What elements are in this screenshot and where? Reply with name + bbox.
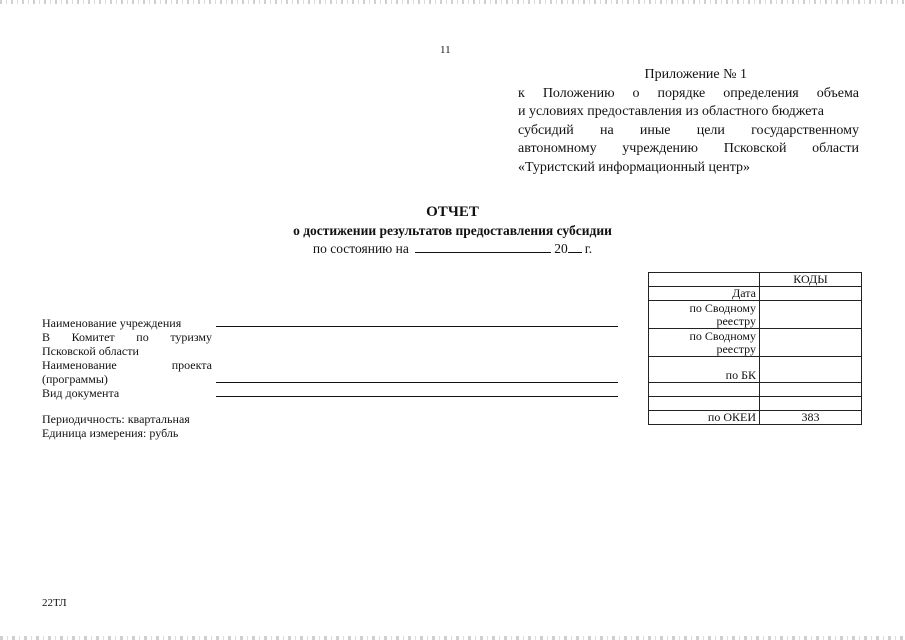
codes-header: КОДЫ <box>760 273 862 287</box>
codes-header-empty <box>649 273 760 287</box>
scan-edge-bottom <box>0 636 905 640</box>
code-cell-bk[interactable] <box>760 357 862 383</box>
appendix-word: иные <box>639 122 671 138</box>
project-label-line2: (программы) <box>42 372 108 386</box>
appendix-word: порядке <box>657 85 706 101</box>
appendix-line-1 <box>518 85 859 104</box>
appendix-word: о <box>632 85 640 101</box>
page-number: 11 <box>440 44 451 56</box>
appendix-line-4 <box>518 140 859 159</box>
code-cell-empty-2[interactable] <box>760 397 862 411</box>
periodicity-label: Периодичность: квартальная <box>42 412 190 426</box>
committee-label-line2: Псковской области <box>42 344 139 358</box>
appendix-line-5 <box>518 159 859 178</box>
date-prefix: по состоянию на <box>312 241 409 256</box>
report-subtitle: о достижении результатов предоставления субсидии <box>293 223 612 238</box>
code-cell-date[interactable] <box>760 287 862 301</box>
doc-type-field[interactable] <box>216 396 618 397</box>
report-date-line <box>0 240 905 257</box>
appendix-word: на <box>599 122 614 138</box>
word: проекта <box>171 358 212 372</box>
unit-label: Единица измерения: рубль <box>42 426 179 440</box>
appendix-line-3 <box>518 122 859 141</box>
appendix-word: объема <box>816 85 859 101</box>
registry-label: по Сводному реестру <box>689 301 756 328</box>
committee-label-line1 <box>42 330 212 344</box>
appendix-word: определения <box>723 85 799 101</box>
year-prefix: 20 <box>554 241 568 256</box>
row-label-empty-1 <box>649 383 760 397</box>
appendix-word: и условиях предоставления из областного бюджета <box>518 104 824 119</box>
row-label-empty-2 <box>649 397 760 411</box>
institution-name-field[interactable] <box>216 326 618 327</box>
date-blank-field[interactable] <box>415 240 551 253</box>
code-cell-registry-2[interactable] <box>760 329 862 357</box>
code-cell-okei[interactable]: 383 <box>760 411 862 425</box>
project-field[interactable] <box>216 382 618 383</box>
appendix-word: «Туристский информационный центр» <box>518 159 751 175</box>
row-label-registry-2 <box>649 329 760 357</box>
scan-edge-top <box>0 0 905 4</box>
word: Наименование <box>42 358 117 372</box>
registry-label: по Сводному реестру <box>689 329 756 356</box>
row-label-bk: по БК <box>649 357 760 383</box>
row-label-registry-1 <box>649 301 760 329</box>
appendix-word: Псковской <box>723 141 787 156</box>
code-cell-empty-1[interactable] <box>760 383 862 397</box>
appendix-word: автономному <box>518 141 597 156</box>
appendix-word: государственному <box>751 122 859 138</box>
year-blank-field[interactable] <box>568 240 582 253</box>
row-label-date: Дата <box>649 287 760 301</box>
code-cell-registry-1[interactable] <box>760 301 862 329</box>
word: туризму <box>170 330 212 344</box>
footer-form-code: 22ТЛ <box>42 597 67 609</box>
appendix-line-2 <box>518 103 859 122</box>
institution-name-label: Наименование учреждения <box>42 316 182 330</box>
word: Комитет <box>71 330 115 344</box>
report-title: ОТЧЕТ <box>426 204 479 220</box>
appendix-word: Положению <box>542 85 615 101</box>
project-label-line1 <box>42 358 212 372</box>
appendix-word: к <box>518 85 525 101</box>
doc-type-label: Вид документа <box>42 386 120 400</box>
codes-table <box>648 272 862 425</box>
appendix-block <box>518 66 859 177</box>
year-suffix: г. <box>584 241 593 256</box>
word: В <box>42 330 51 344</box>
row-label-okei: по ОКЕИ <box>649 411 760 425</box>
appendix-word: субсидий <box>518 122 574 138</box>
appendix-word: области <box>812 141 859 156</box>
appendix-title: Приложение № 1 <box>644 67 747 82</box>
appendix-word: цели <box>696 122 725 138</box>
appendix-word: учреждению <box>622 141 699 156</box>
word: по <box>136 330 149 344</box>
